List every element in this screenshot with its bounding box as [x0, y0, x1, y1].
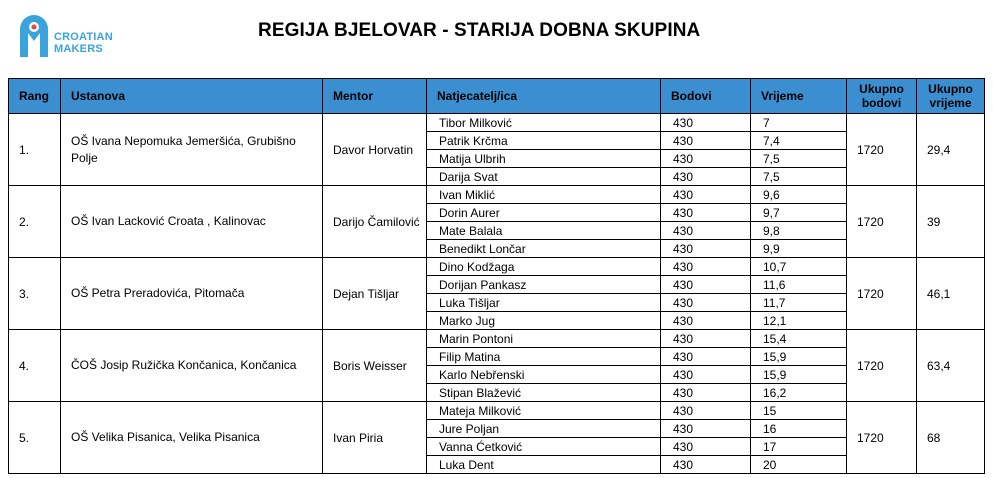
makers-logo-icon: [16, 9, 52, 59]
ukupno-bodovi-cell: 1720: [847, 186, 917, 258]
bodovi-cell: 430: [661, 438, 751, 456]
col-ukupno-vrijeme-line1: Ukupno: [928, 82, 973, 96]
col-ustanova: Ustanova: [61, 79, 323, 114]
natjecatelj-cell: Marko Jug: [427, 312, 661, 330]
natjecatelj-cell: Patrik Krčma: [427, 132, 661, 150]
bodovi-cell: 430: [661, 420, 751, 438]
mentor-cell: Ivan Piria: [323, 402, 427, 474]
vrijeme-cell: 17: [751, 438, 847, 456]
mentor-cell: Davor Horvatin: [323, 114, 427, 186]
ukupno-bodovi-cell: 1720: [847, 114, 917, 186]
natjecatelj-cell: Matija Ulbrih: [427, 150, 661, 168]
natjecatelj-cell: Dorijan Pankasz: [427, 276, 661, 294]
logo-line-2: MAKERS: [54, 43, 103, 55]
col-ukupno-vrijeme: [917, 79, 985, 114]
vrijeme-cell: 9,9: [751, 240, 847, 258]
bodovi-cell: 430: [661, 240, 751, 258]
vrijeme-cell: 15,4: [751, 330, 847, 348]
page-title: REGIJA BJELOVAR - STARIJA DOBNA SKUPINA: [258, 20, 701, 41]
table-body: [9, 114, 985, 474]
vrijeme-cell: 11,6: [751, 276, 847, 294]
vrijeme-cell: 9,7: [751, 204, 847, 222]
ukupno-vrijeme-cell: 29,4: [917, 114, 985, 186]
natjecatelj-cell: Luka Dent: [427, 456, 661, 474]
col-ukupno-bodovi-line1: Ukupno: [859, 82, 904, 96]
col-rang: Rang: [9, 79, 61, 114]
natjecatelj-cell: Marin Pontoni: [427, 330, 661, 348]
bodovi-cell: 430: [661, 294, 751, 312]
vrijeme-cell: 15: [751, 402, 847, 420]
ustanova-cell: ČOŠ Josip Ružička Končanica, Končanica: [61, 330, 323, 402]
bodovi-cell: 430: [661, 204, 751, 222]
bodovi-cell: 430: [661, 150, 751, 168]
vrijeme-cell: 15,9: [751, 366, 847, 384]
rang-cell: 1.: [9, 114, 61, 186]
vrijeme-cell: 9,6: [751, 186, 847, 204]
natjecatelj-cell: Tibor Milković: [427, 114, 661, 132]
natjecatelj-cell: Mateja Milković: [427, 402, 661, 420]
ustanova-cell: OŠ Ivan Lacković Croata , Kalinovac: [61, 186, 323, 258]
bodovi-cell: 430: [661, 132, 751, 150]
vrijeme-cell: 16: [751, 420, 847, 438]
col-bodovi: Bodovi: [661, 79, 751, 114]
results-table: [8, 78, 985, 474]
mentor-cell: Darijo Čamilović: [323, 186, 427, 258]
vrijeme-cell: 11,7: [751, 294, 847, 312]
rang-cell: 4.: [9, 330, 61, 402]
col-ukupno-bodovi-line2: bodovi: [861, 96, 902, 110]
ukupno-vrijeme-cell: 68: [917, 402, 985, 474]
mentor-cell: Dejan Tišljar: [323, 258, 427, 330]
vrijeme-cell: 7,5: [751, 150, 847, 168]
bodovi-cell: 430: [661, 276, 751, 294]
natjecatelj-cell: Benedikt Lončar: [427, 240, 661, 258]
natjecatelj-cell: Dino Kodžaga: [427, 258, 661, 276]
ustanova-cell: OŠ Petra Preradovića, Pitomača: [61, 258, 323, 330]
natjecatelj-cell: Luka Tišljar: [427, 294, 661, 312]
bodovi-cell: 430: [661, 258, 751, 276]
logo-line-1: CROATIAN: [54, 31, 113, 43]
bodovi-cell: 430: [661, 348, 751, 366]
vrijeme-cell: 12,1: [751, 312, 847, 330]
ukupno-bodovi-cell: 1720: [847, 330, 917, 402]
ukupno-vrijeme-cell: 46,1: [917, 258, 985, 330]
natjecatelj-cell: Karlo Nebřenski: [427, 366, 661, 384]
vrijeme-cell: 15,9: [751, 348, 847, 366]
ustanova-cell: OŠ Ivana Nepomuka Jemeršića, Grubišno Polje: [61, 114, 323, 186]
table-row: [9, 114, 985, 132]
vrijeme-cell: 20: [751, 456, 847, 474]
table-row: [9, 258, 985, 276]
col-vrijeme: Vrijeme: [751, 79, 847, 114]
bodovi-cell: 430: [661, 114, 751, 132]
bodovi-cell: 430: [661, 366, 751, 384]
rang-cell: 5.: [9, 402, 61, 474]
natjecatelj-cell: Dorin Aurer: [427, 204, 661, 222]
col-ukupno-vrijeme-line2: vrijeme: [929, 96, 972, 110]
ukupno-bodovi-cell: 1720: [847, 402, 917, 474]
col-ukupno-bodovi: [847, 79, 917, 114]
natjecatelj-cell: Mate Balala: [427, 222, 661, 240]
bodovi-cell: 430: [661, 402, 751, 420]
rang-cell: 2.: [9, 186, 61, 258]
mentor-cell: Boris Weisser: [323, 330, 427, 402]
vrijeme-cell: 7,4: [751, 132, 847, 150]
ukupno-bodovi-cell: 1720: [847, 258, 917, 330]
ukupno-vrijeme-cell: 63,4: [917, 330, 985, 402]
rang-cell: 3.: [9, 258, 61, 330]
vrijeme-cell: 16,2: [751, 384, 847, 402]
natjecatelj-cell: Stipan Blažević: [427, 384, 661, 402]
bodovi-cell: 430: [661, 330, 751, 348]
table-row: [9, 330, 985, 348]
ustanova-cell: OŠ Velika Pisanica, Velika Pisanica: [61, 402, 323, 474]
col-mentor: Mentor: [323, 79, 427, 114]
vrijeme-cell: 7,5: [751, 168, 847, 186]
logo-text: [54, 31, 113, 55]
natjecatelj-cell: Ivan Miklić: [427, 186, 661, 204]
vrijeme-cell: 7: [751, 114, 847, 132]
natjecatelj-cell: Jure Poljan: [427, 420, 661, 438]
table-row: [9, 186, 985, 204]
natjecatelj-cell: Filip Matina: [427, 348, 661, 366]
bodovi-cell: 430: [661, 384, 751, 402]
col-natjecatelj: Natjecatelj/ica: [427, 79, 661, 114]
bodovi-cell: 430: [661, 168, 751, 186]
bodovi-cell: 430: [661, 312, 751, 330]
croatian-makers-logo: [16, 9, 126, 59]
table-header-row: [9, 79, 985, 114]
table-row: [9, 402, 985, 420]
vrijeme-cell: 10,7: [751, 258, 847, 276]
bodovi-cell: 430: [661, 222, 751, 240]
bodovi-cell: 430: [661, 456, 751, 474]
bodovi-cell: 430: [661, 186, 751, 204]
ukupno-vrijeme-cell: 39: [917, 186, 985, 258]
natjecatelj-cell: Darija Svat: [427, 168, 661, 186]
vrijeme-cell: 9,8: [751, 222, 847, 240]
natjecatelj-cell: Vanna Ćetković: [427, 438, 661, 456]
